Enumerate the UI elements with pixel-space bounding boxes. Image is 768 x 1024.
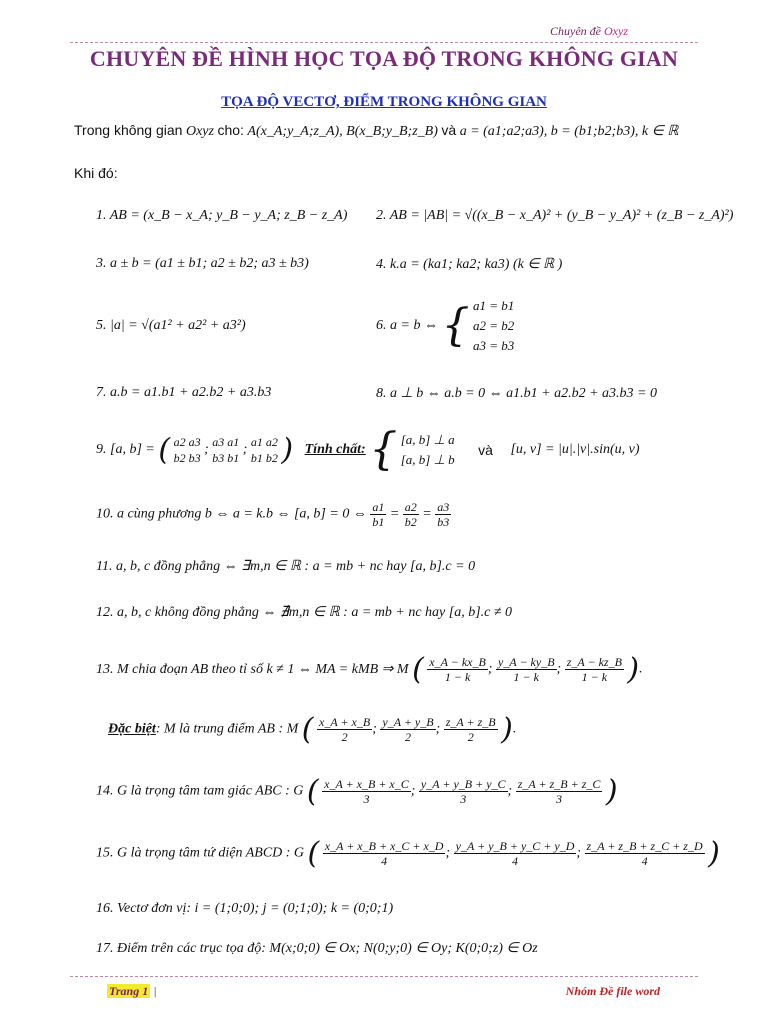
- system-brace: {: [441, 300, 470, 351]
- page-footer-right: Nhóm Đề file word: [565, 984, 660, 998]
- item-5: 5. |a| = √(a1² + a2² + a3²): [96, 318, 246, 333]
- footer-rule: [70, 976, 698, 977]
- page-title: CHUYÊN ĐỀ HÌNH HỌC TỌA ĐỘ TRONG KHÔNG GIAN: [89, 46, 679, 71]
- page-footer-left: Trang 1 |: [109, 984, 157, 998]
- khi-do-label: Khi đó:: [74, 165, 118, 181]
- header-rule: [70, 42, 698, 43]
- item-10: 10. a cùng phương b ⇔ a = k.b ⇔ [a, b] = 0 ⇔ $\frac{a1}{b1}$ = $\frac{a2}{b2}$ = $\frac{a3}{b3}$: [96, 500, 450, 529]
- item-3: 3. a ± b = (a1 ± b1; a2 ± b2; a3 ± b3): [96, 256, 309, 271]
- item-9: 9. [a, b] = ( a2 a3 b2 b3 ; a3 a1 b3 b1 ; a1 a2 b1 b2 ) Tính chất: { [a, b] ⊥ a [a, b] ⊥ b và [u, v] = |u|.|v|.sin(u, v): [96, 424, 640, 475]
- equality-system: a1 = b1 a2 = b2 a3 = b3: [472, 298, 515, 353]
- item-14: 14. G là trọng tâm tam giác ABC : G ( $\frac{x\_A + x\_B + x\_C}{3}$ ; $\frac{y\_A + y\_B + y\_C}{3}$ ; $\frac{z\_A + z\_B + z\_C}{3}$ ): [96, 774, 618, 809]
- ratio-3: $\frac{a3}{b3}$: [437, 500, 450, 529]
- item-17: 17. Điểm trên các trục tọa độ: M(x;0;0) ∈ Ox; N(0;y;0) ∈ Oy; K(0;0;z) ∈ Oz: [96, 941, 538, 956]
- dac-biet-label: Đặc biệt: [108, 721, 156, 737]
- item-6: 6. a = b ⇔ { a1 = b1 a2 = b2 a3 = b3: [376, 296, 514, 356]
- item-2: 2. AB = |AB| = √((x_B − x_A)² + (y_B − y_A)² + (z_B − z_A)²): [376, 208, 734, 223]
- item-16: 16. Vectơ đơn vị: i = (1;0;0); j = (0;1;0); k = (0;0;1): [96, 901, 394, 916]
- ratio-2: $\frac{a2}{b2}$: [404, 500, 417, 529]
- page-label: Trang 1: [109, 984, 149, 998]
- item-13: 13. M chia đoạn AB theo tỉ số k ≠ 1 ⇔ MA = kMB ⇒ M ( $\frac{x\_A - kx\_B}{1 - k}$ ; $\frac{y\_A - ky\_B}{1 - k}$ ; $\frac{z\_A - kz\_B}{1 - k}$ ).: [96, 652, 643, 687]
- item-12: 12. a, b, c không đồng phẳng ⇔ ∄m,n ∈ ℝ : a = mb + nc hay [a, b].c ≠ 0: [96, 605, 513, 620]
- header-topic: Chuyên đề Oxyz: [550, 24, 628, 38]
- ratio-1: $\frac{a1}{b1}$: [372, 500, 385, 529]
- item-15: 15. G là trọng tâm tứ diện ABCD : G ( $\frac{x\_A + x\_B + x\_C + x\_D}{4}$ ; $\frac{y\_A + y\_B + y\_C + y\_D}{4}$ ; $\frac{z\_A + z\_B + z\_C + z\_D}{4}$ ): [96, 836, 720, 871]
- tinh-chat-label: Tính chất:: [304, 442, 366, 457]
- tinh-chat-system: [a, b] ⊥ a [a, b] ⊥ b: [400, 432, 455, 467]
- intro-line: Trong không gian Oxyz cho: A(x_A;y_A;z_A), B(x_B;y_B;z_B) và a = (a1;a2;a3), b = (b1;b2;b3), k ∈ ℝ: [74, 122, 679, 139]
- matrix-2: a3 a1 b3 b1: [212, 435, 240, 465]
- item-11: 11. a, b, c đồng phẳng ⇔ ∃m,n ∈ ℝ : a = mb + nc hay [a, b].c = 0: [96, 559, 476, 574]
- dac-biet-line: Đặc biệt: M là trung điểm AB : M ( $\frac{x\_A + x\_B}{2}$ ; $\frac{y\_A + y\_B}{2}$ ; $\frac{z\_A + z\_B}{2}$ ).: [108, 712, 517, 747]
- item-7: 7. a.b = a1.b1 + a2.b2 + a3.b3: [96, 385, 272, 400]
- matrix-1: a2 a3 b2 b3: [173, 435, 201, 465]
- item-1: 1. AB = (x_B − x_A; y_B − y_A; z_B − z_A): [96, 208, 348, 223]
- item-4: 4. k.a = (ka1; ka2; ka3) (k ∈ ℝ ): [376, 257, 563, 272]
- item-8: 8. a ⊥ b ⇔ a.b = 0 ⇔ a1.b1 + a2.b2 + a3.b3 = 0: [376, 386, 657, 401]
- section-subtitle: TỌA ĐỘ VECTƠ, ĐIỂM TRONG KHÔNG GIAN: [221, 94, 547, 110]
- matrix-3: a1 a2 b1 b2: [250, 435, 278, 465]
